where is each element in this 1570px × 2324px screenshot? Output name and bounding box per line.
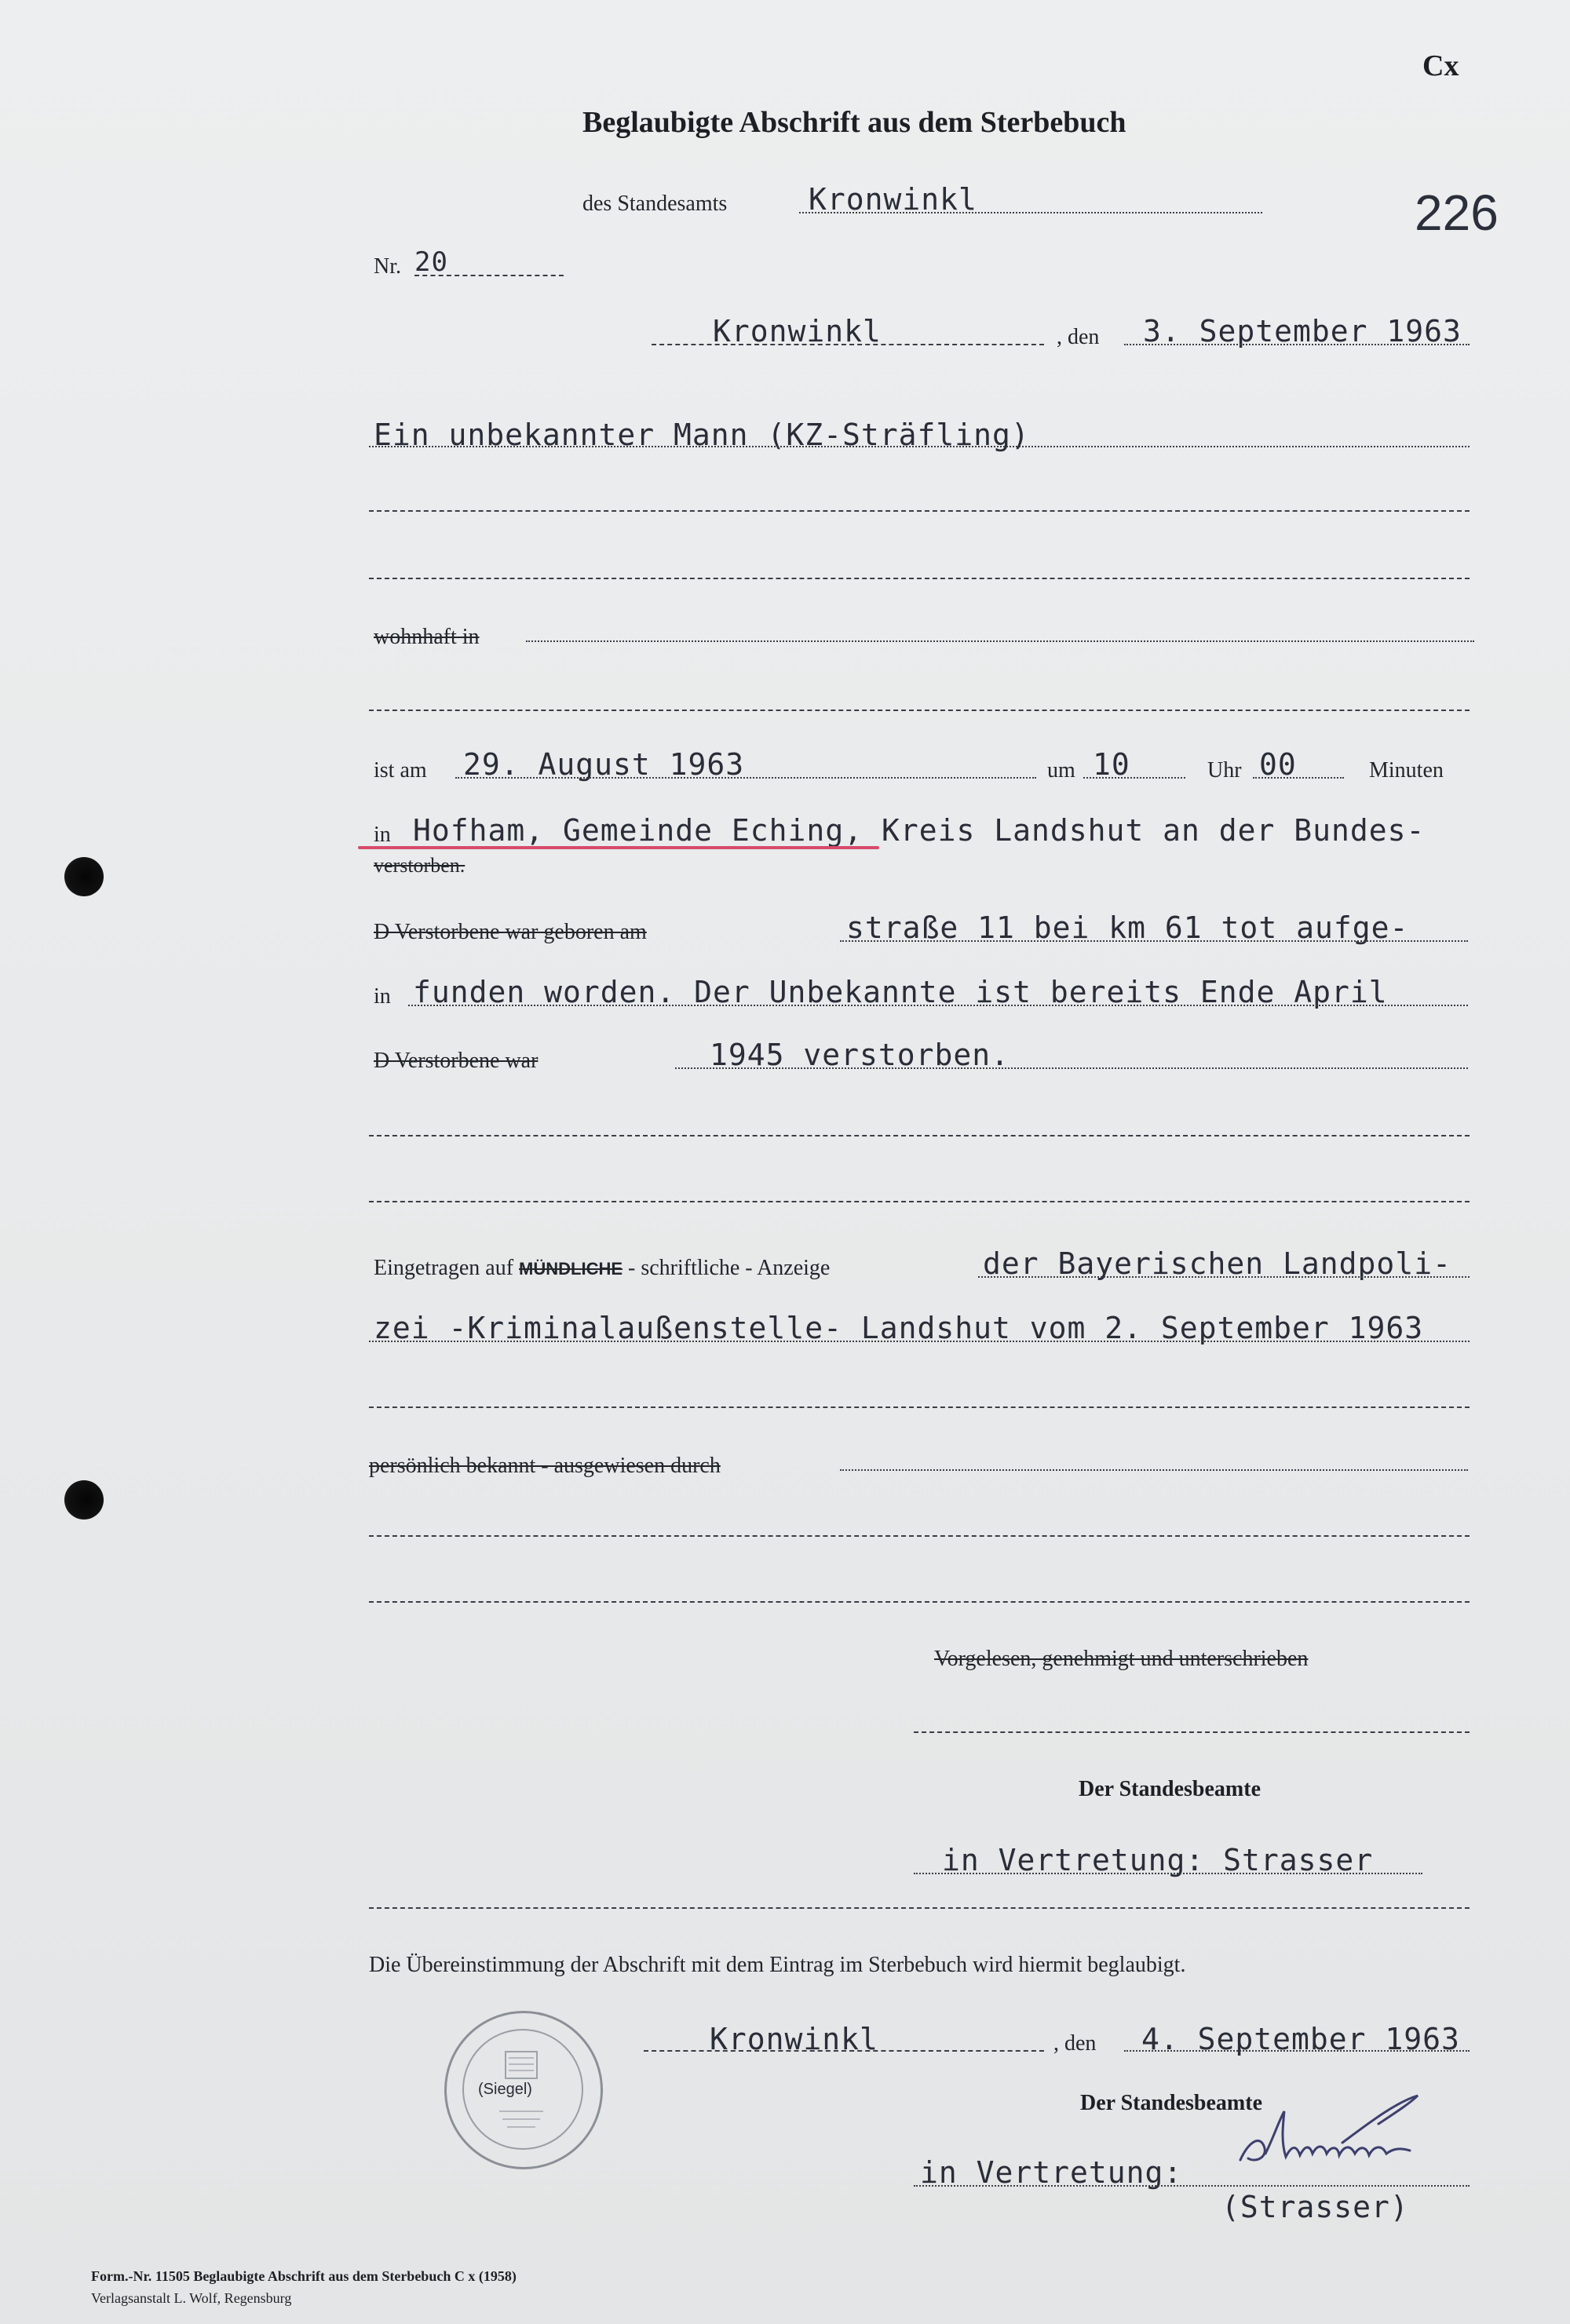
punch-hole-bottom [64,1480,104,1520]
death-hour: 10 [1093,747,1130,782]
residence-label: wohnhaft in [374,625,480,649]
born-typed: straße 11 bei km 61 tot aufge- [846,910,1409,945]
entry-label [374,1256,830,1281]
entry-typed-1: der Bayerischen Landpoli- [983,1246,1451,1281]
known-label: persönlich bekannt - ausgewiesen durch [369,1454,721,1478]
um-label: um [1047,758,1075,783]
registry-value: Kronwinkl [809,182,977,217]
ist-am-label: ist am [374,758,427,783]
den-label-1: , den [1057,325,1100,349]
handwritten-signature [1225,2088,1476,2182]
death-minutes: 00 [1259,747,1297,782]
official-label-2: Der Standesbeamte [1080,2091,1263,2115]
read-approved-label: Vorgelesen, genehmigt und unterschrieben [934,1647,1309,1671]
seal-label: (Siegel) [478,2081,532,2098]
official-label: Der Standesbeamte [1079,1777,1261,1801]
in-label-2: in [374,984,391,1009]
date-2: 4. September 1963 [1141,2022,1460,2056]
in-label-1: in [374,823,391,847]
entry-label-text: Eingetragen auf [374,1256,514,1280]
death-date: 29. August 1963 [463,747,745,782]
certification-text: Die Übereinstimmung der Abschrift mit dem Eintrag im Sterbebuch wird hiermit beglaubigt. [369,1953,1186,1977]
red-underline [358,846,879,849]
was-label: D Verstorbene war [374,1049,539,1073]
registry-label: des Standesamts [582,192,728,216]
page-number: 226 [1415,184,1499,241]
entry-typed-2: zei -Kriminalaußenstelle- Landshut vom 2. September 1963 [374,1311,1424,1345]
nr-label: Nr. [374,254,401,279]
nr-value: 20 [414,246,448,278]
document-title: Beglaubigte Abschrift aus dem Sterbebuch [582,106,1126,139]
corner-code: Cx [1422,49,1459,82]
entry-struck: MÜNDLICHE [519,1259,623,1279]
entry-label-rest: - schriftliche - Anzeige [628,1256,831,1280]
deceased-line: Ein unbekannter Mann (KZ-Sträfling) [374,418,1030,452]
deputy-typed: in Vertretung: Strasser [942,1843,1374,1877]
punch-hole-top [64,857,104,896]
verstorben-label: verstorben. [374,854,466,877]
signature-name: (Strasser) [1221,2190,1409,2224]
place-1: Kronwinkl [713,314,882,348]
minuten-label: Minuten [1369,758,1444,783]
den-label-2: , den [1053,2031,1097,2056]
death-place: Hofham, Gemeinde Eching, Kreis Landshut an der Bundes- [413,813,1426,848]
date-1: 3. September 1963 [1143,314,1462,348]
footer-publisher: Verlagsanstalt L. Wolf, Regensburg [91,2290,292,2306]
place-2: Kronwinkl [710,2022,878,2056]
born-label: D Verstorbene war geboren am [374,920,647,944]
official-seal [444,2011,603,2169]
footer-form-number: Form.-Nr. 11505 Beglaubigte Abschrift aus dem Sterbebuch C x (1958) [91,2268,517,2284]
deputy2-typed: in Vertretung: [920,2155,1183,2190]
uhr-label: Uhr [1207,758,1242,783]
was-typed: 1945 verstorben. [710,1038,1010,1072]
born-typed-in: funden worden. Der Unbekannte ist bereits Ende April [413,975,1388,1009]
